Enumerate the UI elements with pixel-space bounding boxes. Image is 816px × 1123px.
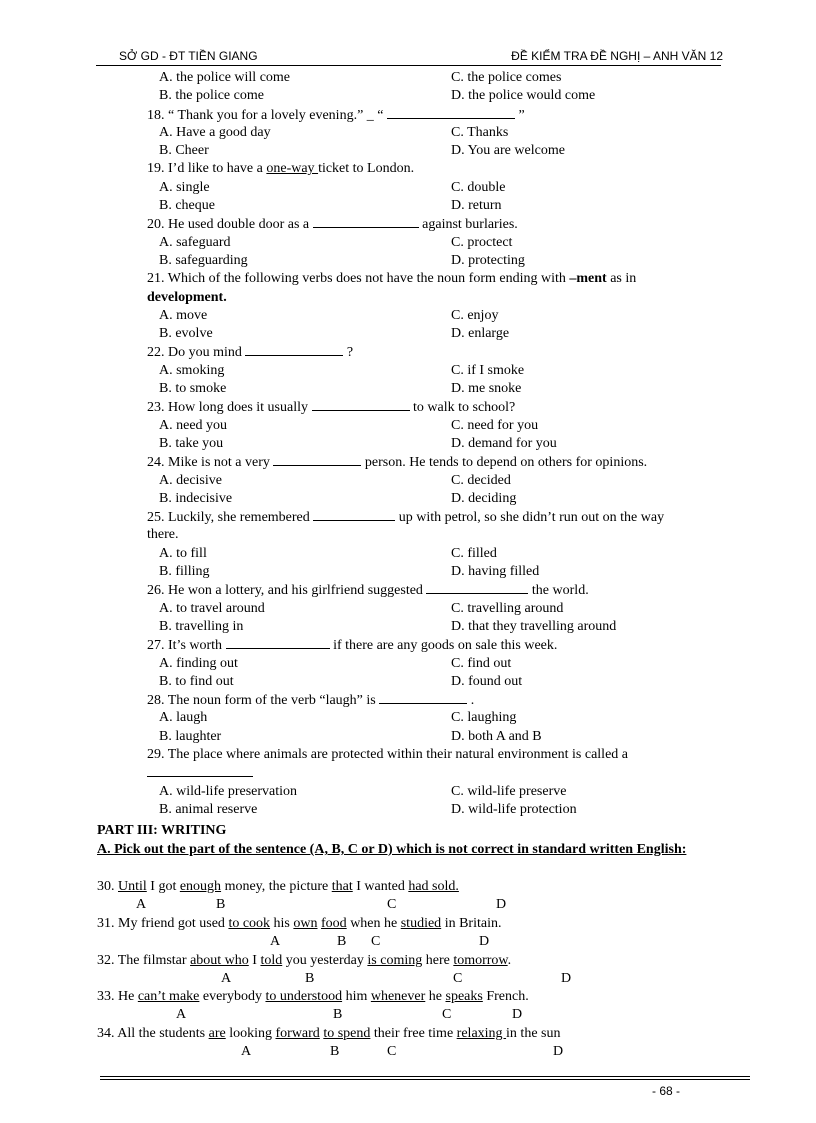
q23-option-c: C. need for you (451, 417, 539, 433)
q19-option-a: A. single (159, 179, 210, 195)
label-b: B (216, 897, 226, 912)
label-c: C (371, 934, 381, 949)
label-a: A (176, 1007, 187, 1022)
header-title: ĐỀ KIỂM TRA ĐỀ NGHỊ – ANH VĂN 12 (511, 49, 723, 63)
multiple-choice-section (147, 69, 722, 819)
header-rule (96, 65, 721, 66)
q28-stem: 28. The noun form of the verb “laugh” is . (147, 693, 475, 709)
q25-option-c: C. filled (451, 545, 497, 561)
q22-options-row2 (147, 380, 722, 398)
header-school: SỞ GD - ĐT TIỀN GIANG (119, 49, 258, 63)
q21-option-c: C. enjoy (451, 307, 499, 323)
q18-option-a: A. Have a good day (159, 124, 271, 140)
label-c: C (453, 971, 463, 986)
q25-option-a: A. to fill (159, 545, 207, 561)
q23-options-row2 (147, 435, 722, 453)
part-heading: PART III: WRITING (97, 823, 227, 838)
label-d: D (479, 934, 490, 949)
q20-stem: 20. He used double door as a against burlaries. (147, 217, 518, 233)
q26-option-c: C. travelling around (451, 600, 564, 616)
q27-option-a: A. finding out (159, 655, 238, 671)
q21-stem: 21. Which of the following verbs does not have the noun form ending with –ment as in (147, 271, 637, 287)
label-c: C (387, 897, 397, 912)
label-d: D (561, 971, 572, 986)
q25-options-row2 (147, 563, 722, 581)
answer-blank (387, 106, 515, 119)
q29-option-b: B. animal reserve (159, 801, 258, 817)
label-d: D (496, 897, 507, 912)
q23-option-d: D. demand for you (451, 435, 557, 451)
q22-options-row1 (147, 362, 722, 380)
label-a: A (221, 971, 232, 986)
footer-rule (100, 1079, 750, 1080)
q29-blank-line (147, 764, 722, 782)
answer-blank (313, 508, 395, 521)
answer-blank (426, 581, 528, 594)
label-b: B (305, 971, 315, 986)
q17-option-b: B. the police come (159, 88, 264, 104)
q19-stem: 19. I’d like to have a one-way ticket to London. (147, 161, 415, 177)
answer-blank (245, 343, 343, 356)
q28-option-a: A. laugh (159, 710, 208, 726)
q22-option-a: A. smoking (159, 362, 225, 378)
answer-blank (312, 398, 410, 411)
label-b: B (337, 934, 347, 949)
q28-option-b: B. laughter (159, 728, 222, 744)
q25-stem-line2: there. (147, 527, 179, 543)
q29-options-row2 (147, 801, 722, 819)
q18-option-d: D. You are welcome (451, 143, 565, 159)
q21-option-d: D. enlarge (451, 326, 510, 342)
q17-options-row1 (147, 69, 722, 87)
sentence-32: 32. The filmstar about who I told you yesterday is coming here tomorrow. (97, 953, 512, 968)
q24-option-a: A. decisive (159, 472, 222, 488)
q29-option-a: A. wild-life preservation (159, 783, 298, 799)
answer-blank (273, 453, 361, 466)
q21-options-row2 (147, 325, 722, 343)
q26-option-b: B. travelling in (159, 618, 244, 634)
answer-blank (379, 691, 467, 704)
label-d: D (553, 1044, 564, 1059)
q18-options-row1 (147, 124, 722, 142)
q22-option-b: B. to smoke (159, 381, 227, 397)
q19-options-row1 (147, 179, 722, 197)
q25-options-row1 (147, 545, 722, 563)
q19-option-c: C. double (451, 179, 506, 195)
answer-blank (226, 636, 330, 649)
q21-stem-line2: development. (147, 289, 227, 305)
footer-rule (100, 1076, 750, 1077)
q27-options-row2 (147, 673, 722, 691)
q18-stem: 18. “ Thank you for a lovely evening.” _ “ ” (147, 107, 525, 123)
q20-options-row2 (147, 252, 722, 270)
q23-options-row1 (147, 417, 722, 435)
q29-options-row1 (147, 783, 722, 801)
q26-stem: 26. He won a lottery, and his girlfriend suggested the world. (147, 583, 589, 599)
q26-option-a: A. to travel around (159, 600, 265, 616)
q29-option-d: D. wild-life protection (451, 801, 577, 817)
q22-option-d: D. me snoke (451, 381, 522, 397)
q27-stem: 27. It’s worth if there are any goods on sale this week. (147, 638, 558, 654)
q17-option-c: C. the police comes (451, 70, 562, 85)
q28-option-c: C. laughing (451, 710, 517, 726)
label-b: B (330, 1044, 340, 1059)
q27-options-row1 (147, 655, 722, 673)
q28-options-row2 (147, 728, 722, 746)
sentence-31: 31. My friend got used to cook his own food when he studied in Britain. (97, 916, 502, 931)
q24-option-d: D. deciding (451, 490, 517, 506)
label-a: A (241, 1044, 252, 1059)
q23-stem: 23. How long does it usually to walk to school? (147, 400, 516, 416)
q25-option-b: B. filling (159, 564, 210, 580)
q24-option-b: B. indecisive (159, 490, 233, 506)
q24-options-row2 (147, 490, 722, 508)
q27-option-d: D. found out (451, 673, 523, 689)
q29-stem: 29. The place where animals are protected within their natural environment is called a (147, 746, 628, 762)
q22-stem: 22. Do you mind ? (147, 345, 354, 361)
q18-options-row2 (147, 142, 722, 160)
q20-option-a: A. safeguard (159, 234, 231, 250)
q20-options-row1 (147, 234, 722, 252)
sentence-33: 33. He can’t make everybody to understood him whenever he speaks French. (97, 989, 529, 1004)
q29-option-c: C. wild-life preserve (451, 783, 567, 799)
q23-option-a: A. need you (159, 417, 228, 433)
q25-stem: 25. Luckily, she remembered up with petrol, so she didn’t run out on the way (147, 510, 665, 526)
sentence-34: 34. All the students are looking forward to spend their free time relaxing in the sun (97, 1026, 561, 1041)
sentence-30: 30. Until I got enough money, the picture that I wanted had sold. (97, 879, 459, 894)
q27-option-b: B. to find out (159, 673, 234, 689)
label-c: C (442, 1007, 452, 1022)
q26-options-row2 (147, 618, 722, 636)
q26-options-row1 (147, 600, 722, 618)
q27-option-c: C. find out (451, 655, 512, 671)
page-number: - 68 - (652, 1084, 681, 1098)
label-a: A (136, 897, 147, 912)
label-b: B (333, 1007, 343, 1022)
q18-option-c: C. Thanks (451, 124, 509, 140)
q21-option-a: A. move (159, 307, 208, 323)
q19-options-row2 (147, 197, 722, 215)
instruction: A. Pick out the part of the sentence (A, B, C or D) which is not correct in standard written English: (97, 842, 687, 857)
q19-option-d: D. return (451, 198, 502, 214)
q28-option-d: D. both A and B (451, 728, 542, 744)
q20-option-c: C. proctect (451, 234, 513, 250)
q22-option-c: C. if I smoke (451, 362, 525, 378)
q20-option-b: B. safeguarding (159, 252, 248, 268)
underlined-word: one-way (266, 161, 319, 177)
label-a: A (270, 934, 281, 949)
q26-option-d: D. that they travelling around (451, 618, 617, 634)
answer-blank (147, 764, 253, 777)
q23-option-b: B. take you (159, 435, 224, 451)
label-d: D (512, 1007, 523, 1022)
q21-options-row1 (147, 307, 722, 325)
q21-option-b: B. evolve (159, 326, 213, 342)
q24-option-c: C. decided (451, 472, 511, 488)
q18-option-b: B. Cheer (159, 143, 209, 159)
q20-option-d: D. protecting (451, 252, 525, 268)
q19-option-b: B. cheque (159, 198, 215, 214)
q17-option-a: A. the police will come (159, 70, 291, 85)
q24-stem: 24. Mike is not a very person. He tends to depend on others for opinions. (147, 455, 648, 471)
q28-options-row1 (147, 709, 722, 727)
q17-options-row2 (147, 87, 722, 105)
answer-blank (313, 215, 419, 228)
q25-option-d: D. having filled (451, 564, 540, 580)
q17-option-d: D. the police would come (451, 88, 596, 104)
label-c: C (387, 1044, 397, 1059)
q24-options-row1 (147, 472, 722, 490)
